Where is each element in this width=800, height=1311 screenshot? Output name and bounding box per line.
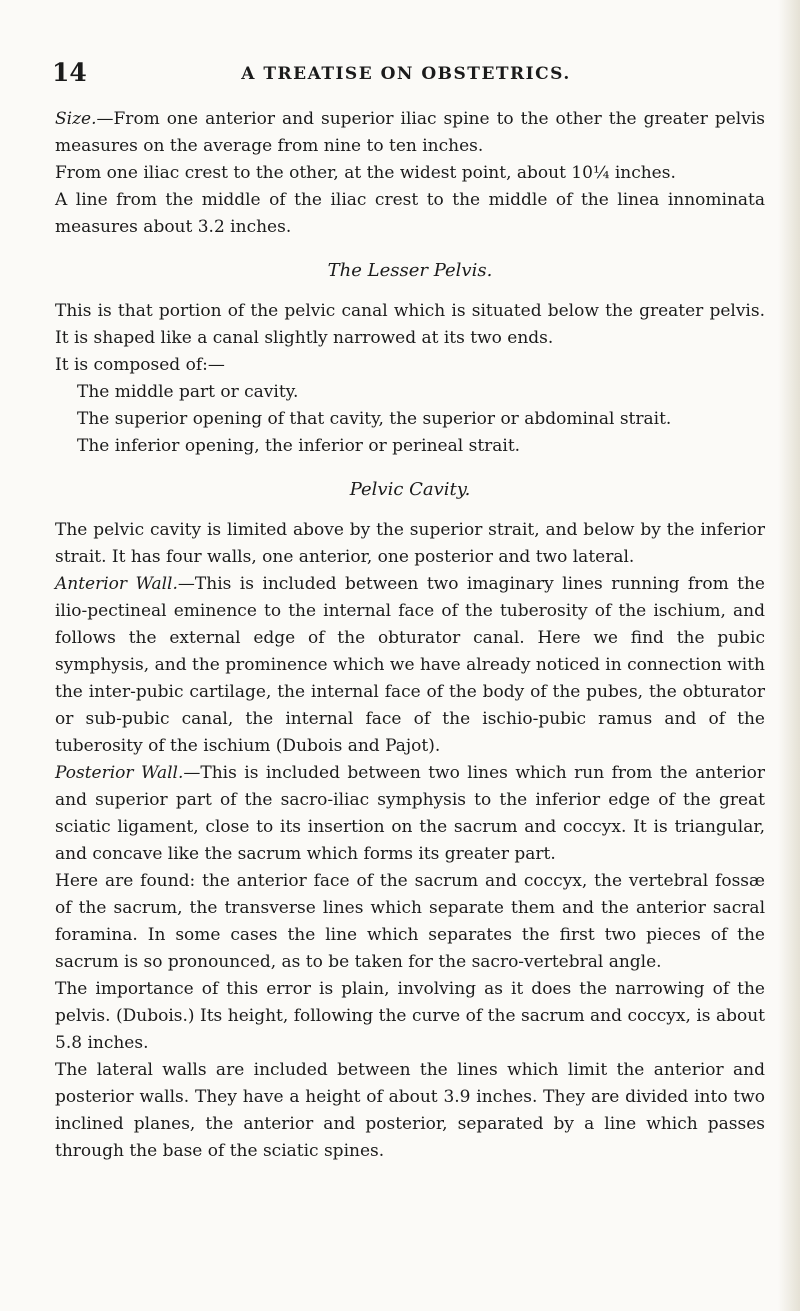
size-text: —From one anterior and superior iliac spine to the other the greater pelvis measures on the average from nine to ten inches. xyxy=(55,109,765,156)
size-lead: Size. xyxy=(55,109,97,129)
heading-lesser-pelvis: The Lesser Pelvis. xyxy=(327,260,493,281)
paragraph-posterior-wall xyxy=(55,760,765,868)
paragraph-found: Here are found: the anterior face of the sacrum and coccyx, the vertebral fossæ of the sacrum, the transverse lines which separate them and the anterior sacral foramina. In some cases the line which separates the first two pieces of the sacrum is so pronounced, as to be taken for the sacro-vertebral angle. xyxy=(55,871,765,972)
list-item-inferior-strait: The inferior opening, the inferior or perineal strait. xyxy=(77,436,521,456)
paragraph-iliac-crest: From one iliac crest to the other, at the widest point, about 10¼ inches. xyxy=(55,163,676,183)
list-item-cavity: The middle part or cavity. xyxy=(77,382,299,402)
posterior-lead: Posterior Wall. xyxy=(55,763,184,783)
running-head xyxy=(52,58,760,88)
list-item-superior-strait: The superior opening of that cavity, the superior or abdominal strait. xyxy=(77,409,672,429)
anterior-lead: Anterior Wall. xyxy=(55,574,178,594)
paragraph-linea: A line from the middle of the iliac crest to the middle of the linea innominata measures about 3.2 inches. xyxy=(55,190,765,237)
posterior-text: —This is included between two lines which run from the anterior and superior part of the sacro-iliac symphysis to the inferior edge of the great sciatic ligament, close to its insertion on the sacrum and coccyx. It is triangular, and concave like the sacrum which forms its greater part. xyxy=(55,763,765,864)
paragraph-anterior-wall xyxy=(55,571,765,760)
page-number: 14 xyxy=(52,58,87,87)
paragraph-composed: It is composed of:— xyxy=(55,355,225,375)
running-title: A TREATISE ON OBSTETRICS. xyxy=(241,64,571,84)
anterior-text: —This is included between two imaginary lines running from the ilio-pectineal eminence to the internal face of the tuberosity of the ischium, and follows the external edge of the obturator canal. Here we find the pubic symphysis, and the prominence which we have already noticed in connection with the inter-pubic cartilage, the internal face of the body of the pubes, the obturator or sub-pubic canal, the internal face of the ischio-pubic ramus and of the tuberosity of the ischium (Dubois and Pajot). xyxy=(55,574,765,756)
paragraph-importance: The importance of this error is plain, involving as it does the narrowing of the pelvis. (Dubois.) Its height, following the curve of the sacrum and coccyx, is about 5.8 inches. xyxy=(55,979,765,1053)
page-body xyxy=(55,106,765,1165)
paragraph-size xyxy=(55,106,765,160)
paragraph-pelvic-cavity: The pelvic cavity is limited above by the superior strait, and below by the inferior strait. It has four walls, one anterior, one posterior and two lateral. xyxy=(55,520,765,567)
heading-pelvic-cavity: Pelvic Cavity. xyxy=(349,479,471,500)
paragraph-lesser-pelvis: This is that portion of the pelvic canal which is situated below the greater pelvis. It is shaped like a canal slightly narrowed at its two ends. xyxy=(55,301,765,348)
paragraph-lateral: The lateral walls are included between the lines which limit the anterior and posterior walls. They have a height of about 3.9 inches. They are divided into two inclined planes, the anterior and posterior, separated by a line which passes through the base of the sciatic spines. xyxy=(55,1060,765,1161)
page-edge-shadow xyxy=(778,0,800,1311)
